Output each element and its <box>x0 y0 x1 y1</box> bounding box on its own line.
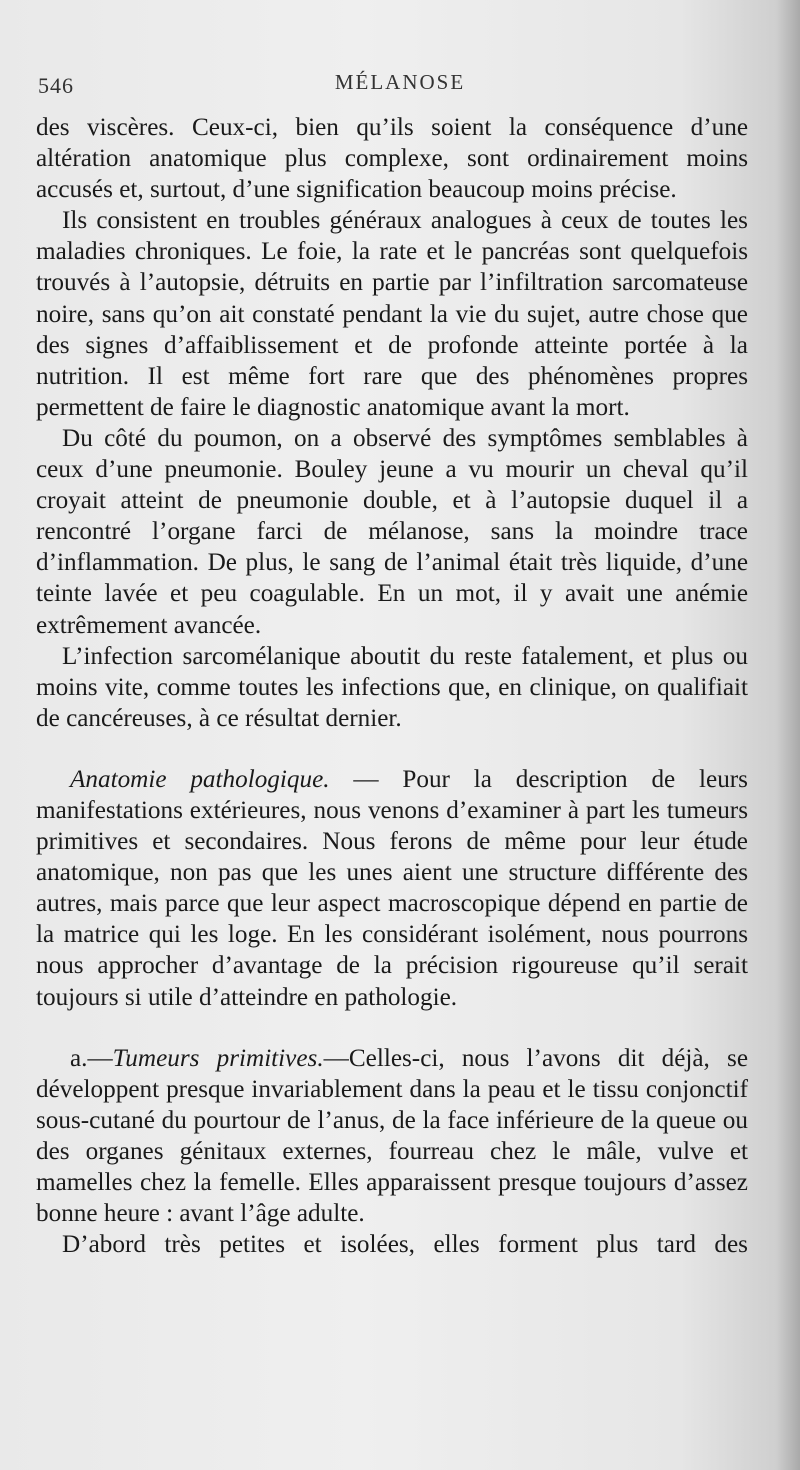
subsection-marker: a.— <box>70 1044 113 1072</box>
paragraph-lung: Du côté du poumon, on a observé des symptômes semblables à ceux d’une pneumonie. Bouley jeune a vu mourir un cheval qu’il croyait atteint de pneumonie double, et à l’autopsie duquel il a rencontré l’organe farci de mélanose, sans la moindre trace d’inflammation. De plus, le sang de l’animal était très liquide, d’une teinte lavée et peu coagulable. En un mot, il y avait une anémie extrêmement avancée. <box>36 424 748 639</box>
paragraph-primary-tumors <box>36 1043 748 1230</box>
page-number: 546 <box>38 73 74 98</box>
closing-line: D’abord très petites et isolées, elles forment plus tard des <box>62 1231 748 1259</box>
paragraph-anatomy <box>36 764 748 1013</box>
paragraph-general-troubles: Ils consistent en troubles généraux analogues à ceux de toutes les maladies chroniques. Le foie, la rate et le pancréas sont quelquefois trouvés à l’autopsie, détruits en partie par l’infiltration sarcomateuse noire, sans qu’on ait constaté pendant la vie du sujet, autre chose que des signes d’affaiblissement et de profonde atteinte portée à la nutrition. Il est même fort rare que des phénomènes propres permettent de faire le diagnostic anatomique avant la mort. <box>36 207 748 421</box>
section-heading-anatomy: Anatomie pathologique. <box>70 765 330 793</box>
paragraph-infection: L’infection sarcomélanique aboutit du reste fatalement, et plus ou moins vite, comme toutes les infections que, en clinique, on qualifiait de cancéreuses, à ce résultat dernier. <box>36 642 748 732</box>
paragraph-continuation: des viscères. Ceux-ci, bien qu’ils soient la conséquence d’une altération anatomique plus complexe, sont ordinairement moins accusés et, surtout, d’une signification beaucoup moins précise. <box>36 114 748 204</box>
running-title: MÉLANOSE <box>334 70 466 94</box>
anatomy-body: — Pour la description de leurs manifestations extérieures, nous venons d’examiner à part les tumeurs primitives et secondaires. Nous ferons de même pour leur étude anatomique, non pas que les unes aient une structure différente des autres, mais parce que leur aspect macroscopique dépend en partie de la matrice qui les loge. En les considérant isolément, nous pourrons nous approcher d’avantage de la précision rigoureuse qu’il serait toujours si utile d’atteindre en pathologie. <box>36 765 748 1011</box>
section-heading-primary-tumors: Tumeurs primitives. <box>112 1044 324 1072</box>
primary-tumors-body: —Celles-ci, nous l’avons dit déjà, se développent presque invariablement dans la peau et le tissu conjonctif sous-cutané du pourtour de l’anus, de la face inférieure de la queue ou des organes génitaux externes, fourreau chez le mâle, vulve et mamelles chez la femelle. Elles apparaissent presque toujours d’assez bonne heure : avant l’âge adulte. <box>36 1044 748 1228</box>
page-body <box>36 112 748 1260</box>
